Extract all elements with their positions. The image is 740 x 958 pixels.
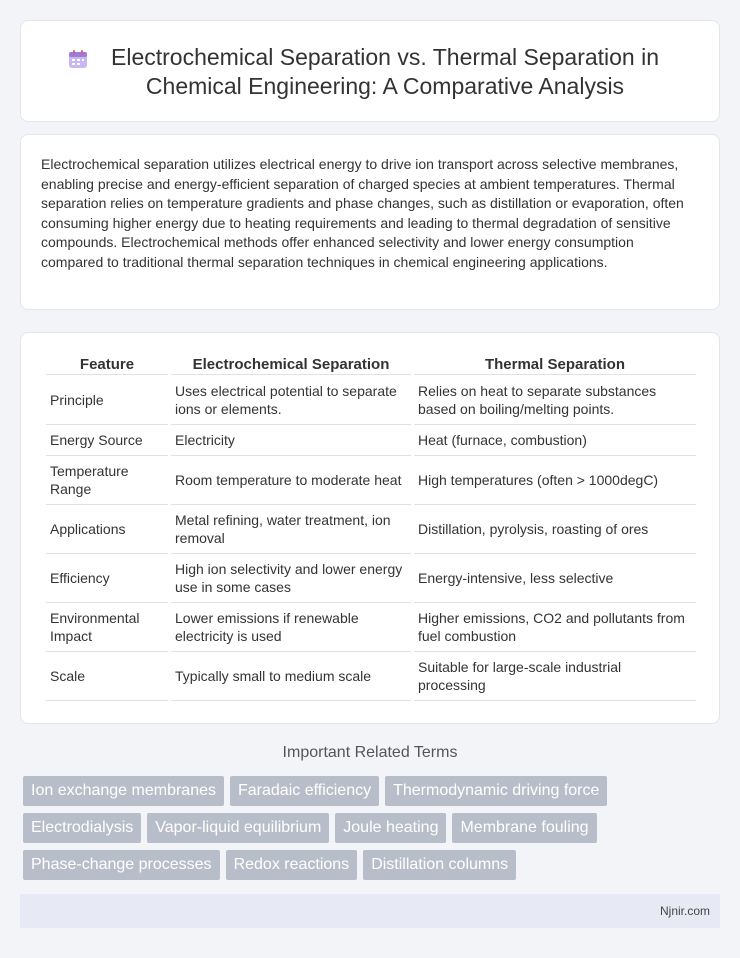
table-row [46,375,696,425]
tag-distillation-columns[interactable]: Distillation columns [363,850,516,880]
table-cell: Energy-intensive, less selective [414,554,696,603]
table-cell: Suitable for large-scale industrial processing [414,652,696,701]
column-header: Electrochemical Separation [171,355,411,375]
summary-card [20,134,720,310]
tag-redox-reactions[interactable]: Redox reactions [226,850,358,880]
table-row [46,603,696,652]
column-header: Thermal Separation [414,355,696,375]
table-cell: Metal refining, water treatment, ion removal [171,505,411,554]
table-cell: Energy Source [46,425,168,456]
tag-phase-change-processes[interactable]: Phase-change processes [23,850,220,880]
table-header-row [46,355,696,375]
tag-membrane-fouling[interactable]: Membrane fouling [452,813,596,843]
tag-joule-heating[interactable]: Joule heating [335,813,446,843]
table-cell: Scale [46,652,168,701]
table-cell: Room temperature to moderate heat [171,456,411,505]
tag-faradaic-efficiency[interactable]: Faradaic efficiency [230,776,379,806]
table-cell: High ion selectivity and lower energy use in some cases [171,554,411,603]
table-row [46,425,696,456]
summary-text: Electrochemical separation utilizes electrical energy to drive ion transport across selective membranes, enabling precise and energy-efficient separation of charged species at ambient temperatures. Thermal separation relies on temperature gradients and phase changes, such as distillation or evaporation, often consuming higher energy due to heating requirements and leading to thermal degradation of sensitive compounds. Electrochemical methods offer enhanced selectivity and lower energy consumption compared to traditional thermal separation techniques in chemical engineering applications. [41,156,684,270]
table-cell: Principle [46,375,168,425]
table-cell: Environmental Impact [46,603,168,652]
related-terms-title: Important Related Terms [282,744,458,761]
table-cell: Relies on heat to separate substances based on boiling/melting points. [414,375,696,425]
comparison-table-card [20,332,720,724]
table-cell: High temperatures (often > 1000degC) [414,456,696,505]
footer-site-link[interactable]: Njnir.com [659,904,710,918]
table-cell: Higher emissions, CO2 and pollutants from fuel combustion [414,603,696,652]
related-terms-list [23,776,723,887]
tag-electrodialysis[interactable]: Electrodialysis [23,813,141,843]
tag-ion-exchange-membranes[interactable]: Ion exchange membranes [23,776,224,806]
table-cell: Efficiency [46,554,168,603]
table-cell: Distillation, pyrolysis, roasting of ores [414,505,696,554]
tag-vapor-liquid-equilibrium[interactable]: Vapor-liquid equilibrium [147,813,329,843]
tag-thermodynamic-driving-force[interactable]: Thermodynamic driving force [385,776,607,806]
footer [20,894,720,928]
table-cell: Temperature Range [46,456,168,505]
comparison-table [43,355,699,701]
table-row [46,505,696,554]
table-row [46,652,696,701]
table-cell: Electricity [171,425,411,456]
table-row [46,554,696,603]
table-cell: Uses electrical potential to separate ions or elements. [171,375,411,425]
column-header: Feature [46,355,168,375]
table-cell: Applications [46,505,168,554]
page-title: Electrochemical Separation vs. Thermal Separation in Chemical Engineering: A Comparative Analysis [111,44,660,99]
table-cell: Lower emissions if renewable electricity is used [171,603,411,652]
table-cell: Heat (furnace, combustion) [414,425,696,456]
table-row [46,456,696,505]
table-cell: Typically small to medium scale [171,652,411,701]
title-card [20,20,720,122]
